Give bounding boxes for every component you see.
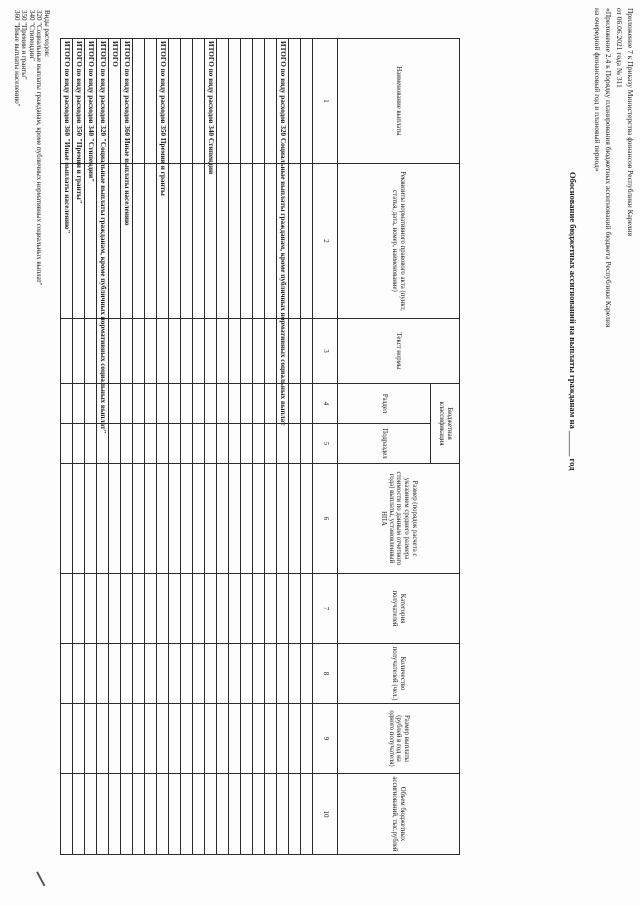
- table-cell: [265, 424, 277, 464]
- header-row: [431, 39, 460, 855]
- table-cell: [265, 574, 277, 644]
- row-total-label: ИТОГО по виду расходов 340 "Стипендии": [87, 41, 96, 183]
- col-header-budget-volume: Объем бюджетных ассигнований, тыс.рублей: [338, 774, 460, 855]
- table-cell: [193, 774, 205, 855]
- table-cell: [265, 319, 277, 384]
- budget-allocations-table: [60, 38, 460, 855]
- table-cell: [109, 39, 121, 164]
- table-cell: [97, 39, 109, 434]
- table-cell: [289, 704, 301, 774]
- table-cell: [133, 384, 145, 424]
- table-cell: [85, 704, 97, 774]
- table-cell: [169, 704, 181, 774]
- table-cell: [205, 774, 217, 855]
- column-number-cell: 6: [313, 464, 338, 574]
- table-cell: [133, 704, 145, 774]
- column-number-cell: 5: [313, 424, 338, 464]
- table-cell: [205, 164, 217, 319]
- table-cell: [301, 644, 313, 704]
- table-cell: [181, 464, 193, 574]
- table-cell: [193, 39, 205, 164]
- appendix-line: на очередной финансовый год и плановый период»: [593, 8, 602, 172]
- table-cell: [73, 704, 85, 774]
- row-total-label: ИТОГО по виду расходов 360 Иные выплаты населению: [123, 41, 132, 226]
- table-cell: [121, 384, 133, 424]
- row-total-label: ИТОГО по виду расходов 350 "Премии и гранты": [75, 41, 84, 204]
- table-cell: [301, 424, 313, 464]
- table-cell: [289, 164, 301, 319]
- total-row: [109, 39, 121, 855]
- table-cell: [277, 774, 289, 855]
- column-number-cell: 9: [313, 704, 338, 774]
- table-cell: [181, 39, 193, 164]
- table-cell: [145, 164, 157, 319]
- col-header-payment-size: Размер выплаты (рублей в год на одного получателя): [338, 704, 460, 774]
- table-cell: [85, 574, 97, 644]
- table-cell: [265, 384, 277, 424]
- table-cell: [277, 464, 289, 574]
- table-cell: [181, 384, 193, 424]
- table-cell: [301, 319, 313, 384]
- column-number-cell: 3: [313, 319, 338, 384]
- table-cell: [121, 424, 133, 464]
- row-total-label: ИТОГО: [111, 41, 120, 67]
- table-cell: [253, 774, 265, 855]
- col-header-razdel: Раздел: [338, 384, 431, 424]
- table-cell: [277, 704, 289, 774]
- col-header-podrazdel: Подраздел: [338, 424, 431, 464]
- total-row: [277, 39, 289, 855]
- table-cell: [181, 704, 193, 774]
- table-cell: [217, 39, 229, 164]
- table-cell: [241, 39, 253, 164]
- table-cell: [253, 164, 265, 319]
- table-cell: [85, 164, 97, 319]
- table-cell: [121, 319, 133, 384]
- table-cell: [253, 574, 265, 644]
- table-cell: [61, 39, 73, 234]
- table-cell: [229, 574, 241, 644]
- col-header-recipient-count: Количество получателей (чел.): [338, 644, 460, 704]
- table-cell: [253, 39, 265, 164]
- table-cell: [73, 574, 85, 644]
- column-number-cell: 1: [313, 39, 338, 164]
- table-cell: [85, 319, 97, 384]
- table-cell: [73, 319, 85, 384]
- column-number-cell: 8: [313, 644, 338, 704]
- table-cell: [217, 164, 229, 319]
- table-cell: [241, 164, 253, 319]
- table-cell: [109, 704, 121, 774]
- table-cell: [205, 464, 217, 574]
- table-cell: [217, 574, 229, 644]
- column-number-cell: 7: [313, 574, 338, 644]
- legend-title: Виды расходов:: [43, 10, 51, 57]
- table-cell: [157, 39, 169, 196]
- table-cell: [181, 774, 193, 855]
- table-cell: [193, 704, 205, 774]
- table-cell: [145, 774, 157, 855]
- table-cell: [73, 39, 85, 204]
- table-cell: [73, 644, 85, 704]
- table-cell: [229, 39, 241, 164]
- table-cell: [289, 424, 301, 464]
- table-cell: [193, 644, 205, 704]
- table-cell: [205, 424, 217, 464]
- table-cell: [133, 774, 145, 855]
- empty-data-row: [145, 39, 157, 855]
- table-cell: [61, 384, 73, 424]
- table-cell: [109, 644, 121, 704]
- table-cell: [193, 384, 205, 424]
- table-cell: [301, 464, 313, 574]
- table-cell: [157, 774, 169, 855]
- table-cell: [145, 704, 157, 774]
- table-cell: [289, 464, 301, 574]
- table-cell: [241, 644, 253, 704]
- table-cell: [121, 704, 133, 774]
- table-cell: [301, 39, 313, 164]
- table-cell: [229, 644, 241, 704]
- table-cell: [181, 644, 193, 704]
- table-cell: [109, 574, 121, 644]
- col-header-budget-classification: Бюджетная классификация: [431, 384, 460, 464]
- column-number-cell: 4: [313, 384, 338, 424]
- table-cell: [301, 164, 313, 319]
- table-cell: [265, 164, 277, 319]
- table-cell: [133, 39, 145, 164]
- table-cell: [121, 39, 133, 226]
- table-cell: [157, 704, 169, 774]
- table-cell: [157, 464, 169, 574]
- legend-item: 340 "Стипендии": [27, 10, 36, 61]
- table-cell: [289, 574, 301, 644]
- table-cell: [133, 319, 145, 384]
- table-cell: [109, 464, 121, 574]
- table-cell: [85, 39, 97, 183]
- table-cell: [265, 704, 277, 774]
- table-cell: [61, 704, 73, 774]
- table-cell: [73, 774, 85, 855]
- table-cell: [229, 424, 241, 464]
- table-cell: [277, 424, 289, 464]
- total-row: [61, 39, 73, 855]
- table-cell: [109, 164, 121, 319]
- table-cell: [241, 704, 253, 774]
- table-cell: [253, 319, 265, 384]
- empty-data-row: [289, 39, 301, 855]
- table-cell: [157, 644, 169, 704]
- table-cell: [205, 574, 217, 644]
- table-cell: [229, 704, 241, 774]
- table-cell: [97, 464, 109, 574]
- table-cell: [169, 774, 181, 855]
- table-cell: [181, 424, 193, 464]
- column-numbers-row: [313, 39, 338, 855]
- table-cell: [301, 704, 313, 774]
- col-header-legal-act-details: Реквизиты нормативного правового акта (пункт, статья, дата, номер, наименование): [338, 164, 460, 319]
- table-cell: [229, 774, 241, 855]
- table-cell: [157, 384, 169, 424]
- table-cell: [85, 774, 97, 855]
- table-cell: [97, 644, 109, 704]
- row-total-label: ИТОГО по виду расходов 360 "Иные выплаты населению": [63, 41, 72, 234]
- empty-data-row: [301, 39, 313, 855]
- table-cell: [145, 574, 157, 644]
- table-cell: [157, 319, 169, 384]
- table-cell: [193, 164, 205, 319]
- table-cell: [205, 319, 217, 384]
- row-total-label: ИТОГО по виду расходов 320 Социальные выплаты гражданам, кроме публичных нормативных социальных выплат: [279, 41, 288, 426]
- table-cell: [241, 424, 253, 464]
- total-row: [97, 39, 109, 855]
- table-cell: [85, 464, 97, 574]
- table-cell: [109, 424, 121, 464]
- table-cell: [289, 384, 301, 424]
- row-total-label: ИТОГО по виду расходов 320 "Социальные выплаты гражданам, кроме публичных нормативных социальных выплат": [99, 41, 108, 434]
- table-cell: [265, 39, 277, 164]
- empty-data-row: [229, 39, 241, 855]
- table-cell: [157, 424, 169, 464]
- table-cell: [253, 424, 265, 464]
- table-cell: [217, 424, 229, 464]
- table-cell: [265, 774, 277, 855]
- table-cell: [253, 464, 265, 574]
- table-cell: [169, 39, 181, 164]
- table-cell: [169, 384, 181, 424]
- table-cell: [217, 644, 229, 704]
- expense-types-legend: [12, 10, 50, 285]
- table-cell: [145, 384, 157, 424]
- table-cell: [121, 774, 133, 855]
- table-cell: [193, 464, 205, 574]
- table-cell: [121, 464, 133, 574]
- table-cell: [193, 319, 205, 384]
- table-cell: [121, 644, 133, 704]
- table-cell: [277, 644, 289, 704]
- table-cell: [205, 384, 217, 424]
- table-cell: [169, 164, 181, 319]
- table-cell: [289, 774, 301, 855]
- table-cell: [73, 384, 85, 424]
- table-cell: [169, 424, 181, 464]
- table-cell: [133, 644, 145, 704]
- table-cell: [97, 574, 109, 644]
- table-cell: [193, 424, 205, 464]
- table-cell: [241, 774, 253, 855]
- row-total-label: ИТОГО по виду расходов 340 Стипендии: [207, 41, 216, 175]
- table-cell: [61, 464, 73, 574]
- table-cell: [97, 704, 109, 774]
- appendix-line: от 06.06.2021 года № 311: [615, 8, 624, 88]
- legend-item: 320 "Социальные выплаты гражданам, кроме публичных нормативных социальных выплат": [35, 10, 44, 286]
- table-cell: [217, 319, 229, 384]
- table-cell: [133, 424, 145, 464]
- table-cell: [181, 319, 193, 384]
- column-number-cell: 10: [313, 774, 338, 855]
- table-cell: [229, 384, 241, 424]
- legend-item: 360 "Иные выплаты населению": [12, 10, 21, 107]
- table-cell: [157, 574, 169, 644]
- table-cell: [61, 774, 73, 855]
- table-cell: [301, 574, 313, 644]
- table-cell: [61, 424, 73, 464]
- appendix-line: Приложение 7 к Приказу Министерства финансов Республики Карелия: [626, 8, 635, 237]
- table-cell: [85, 384, 97, 424]
- table-cell: [241, 574, 253, 644]
- empty-data-row: [169, 39, 181, 855]
- table-cell: [145, 644, 157, 704]
- total-row: [121, 39, 133, 855]
- table-cell: [145, 424, 157, 464]
- table-cell: [85, 424, 97, 464]
- table-cell: [301, 384, 313, 424]
- appendix-reference-block: [592, 8, 636, 327]
- table-cell: [133, 574, 145, 644]
- table-cell: [217, 464, 229, 574]
- table-cell: [217, 384, 229, 424]
- table-cell: [121, 574, 133, 644]
- table-cell: [145, 319, 157, 384]
- table-cell: [133, 464, 145, 574]
- empty-data-row: [133, 39, 145, 855]
- table-cell: [73, 424, 85, 464]
- empty-data-row: [265, 39, 277, 855]
- table-cell: [109, 384, 121, 424]
- table-cell: [61, 319, 73, 384]
- col-header-recipient-category: Категория получателей: [338, 574, 460, 644]
- total-row: [205, 39, 217, 855]
- table-cell: [253, 644, 265, 704]
- table-cell: [241, 464, 253, 574]
- table-cell: [85, 644, 97, 704]
- table-cell: [241, 319, 253, 384]
- table-cell: [229, 464, 241, 574]
- table-cell: [181, 574, 193, 644]
- table-cell: [169, 319, 181, 384]
- empty-data-row: [181, 39, 193, 855]
- table-cell: [73, 464, 85, 574]
- table-cell: [181, 164, 193, 319]
- table-cell: [133, 164, 145, 319]
- table-cell: [217, 704, 229, 774]
- table-cell: [265, 464, 277, 574]
- table-cell: [289, 39, 301, 164]
- table-cell: [265, 644, 277, 704]
- total-row: [85, 39, 97, 855]
- table-cell: [205, 39, 217, 175]
- table-cell: [205, 704, 217, 774]
- table-cell: [169, 644, 181, 704]
- table-cell: [193, 574, 205, 644]
- table-cell: [145, 464, 157, 574]
- empty-data-row: [217, 39, 229, 855]
- empty-data-row: [253, 39, 265, 855]
- column-number-cell: 2: [313, 164, 338, 319]
- table-cell: [97, 774, 109, 855]
- total-row: [73, 39, 85, 855]
- table-cell: [289, 319, 301, 384]
- table-cell: [169, 574, 181, 644]
- row-total-label: ИТОГО по виду расходов 350 Премии и гранты: [159, 41, 168, 196]
- table-cell: [241, 384, 253, 424]
- table-cell: [289, 644, 301, 704]
- appendix-line: «Приложение 2.4 к Порядку планирования бюджетных ассигнований бюджета Республики Карелия: [604, 8, 613, 328]
- table-cell: [169, 464, 181, 574]
- table-cell: [61, 574, 73, 644]
- table-cell: [301, 774, 313, 855]
- table-cell: [229, 164, 241, 319]
- table-cell: [61, 644, 73, 704]
- total-row: [157, 39, 169, 855]
- col-header-amount-per-npa: Размер (порядок расчета с указанием среднего размера стоимости по данным отчетного года) выплаты, установленный НПА: [338, 464, 460, 574]
- table-cell: [229, 319, 241, 384]
- legend-item: 350 "Премии и гранты": [20, 10, 29, 80]
- table-cell: [277, 574, 289, 644]
- table-cell: [109, 319, 121, 384]
- table-cell: [205, 644, 217, 704]
- col-header-norm-text: Текст нормы: [338, 319, 460, 384]
- empty-data-row: [241, 39, 253, 855]
- col-header-payment-name: Наименование выплаты: [338, 39, 460, 164]
- document-title: Обоснование бюджетных ассигнований на выплаты гражданам на ______ год: [568, 172, 578, 471]
- table-cell: [145, 39, 157, 164]
- table-cell: [217, 774, 229, 855]
- table-cell: [109, 774, 121, 855]
- table-cell: [253, 384, 265, 424]
- table-cell: [253, 704, 265, 774]
- table-cell: [277, 39, 289, 426]
- empty-data-row: [193, 39, 205, 855]
